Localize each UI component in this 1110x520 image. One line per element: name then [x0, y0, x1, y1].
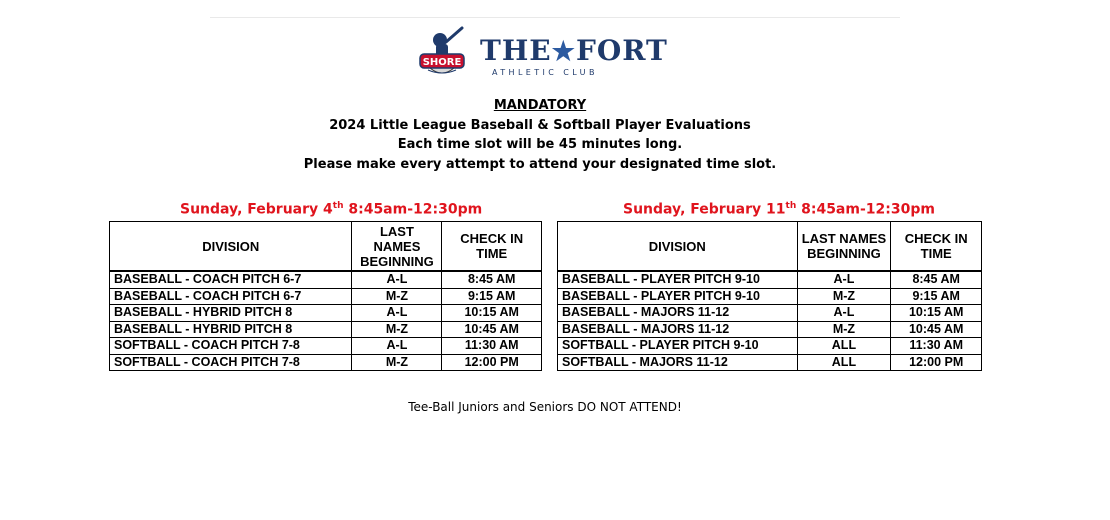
division-cell: BASEBALL - COACH PITCH 6-7 [110, 288, 352, 305]
division-cell: BASEBALL - HYBRID PITCH 8 [110, 305, 352, 322]
table-row [110, 354, 542, 371]
logo [412, 20, 672, 92]
mandatory-label: MANDATORY [493, 98, 587, 113]
session-2-sup: th [785, 201, 797, 211]
heading-line-1: 2024 Little League Baseball & Softball Player Evaluations [329, 117, 751, 133]
session-2-time: 8:45am-12:30pm [796, 201, 935, 218]
table-row [110, 338, 542, 355]
division-cell: BASEBALL - PLAYER PITCH 9-10 [558, 271, 798, 288]
brand-name [480, 34, 668, 67]
header-division: DIVISION [110, 222, 352, 272]
names-cell: A-L [352, 271, 442, 288]
time-cell: 10:45 AM [891, 321, 982, 338]
header-checkin: CHECK IN TIME [442, 222, 542, 272]
division-cell: BASEBALL - PLAYER PITCH 9-10 [558, 288, 798, 305]
schedule-table-2 [557, 221, 982, 371]
names-cell: M-Z [797, 321, 891, 338]
heading-line-2: Each time slot will be 45 minutes long. [397, 137, 683, 152]
table-row [558, 305, 982, 322]
names-cell: M-Z [352, 354, 442, 371]
division-cell: BASEBALL - MAJORS 11-12 [558, 321, 798, 338]
top-divider [210, 17, 900, 18]
badge-text: SHORE [422, 57, 462, 68]
announcement-heading [0, 96, 1080, 174]
session-1-sup: th [332, 201, 344, 211]
table-row [110, 288, 542, 305]
division-cell: BASEBALL - COACH PITCH 6-7 [110, 271, 352, 288]
division-cell: BASEBALL - MAJORS 11-12 [558, 305, 798, 322]
table-row [110, 305, 542, 322]
table-header-row [110, 222, 542, 272]
footer-note: Tee-Ball Juniors and Seniors DO NOT ATTEND! [408, 400, 682, 414]
time-cell: 9:15 AM [891, 288, 982, 305]
table-row [558, 354, 982, 371]
time-cell: 9:15 AM [442, 288, 542, 305]
division-cell: SOFTBALL - COACH PITCH 7-8 [110, 354, 352, 371]
time-cell: 11:30 AM [442, 338, 542, 355]
brand-subtitle: ATHLETIC CLUB [492, 68, 598, 77]
table-row [558, 338, 982, 355]
time-cell: 10:15 AM [442, 305, 542, 322]
names-cell: A-L [797, 305, 891, 322]
time-cell: 11:30 AM [891, 338, 982, 355]
table-row [558, 288, 982, 305]
table-row [110, 321, 542, 338]
time-cell: 10:15 AM [891, 305, 982, 322]
division-cell: SOFTBALL - PLAYER PITCH 9-10 [558, 338, 798, 355]
names-cell: A-L [352, 305, 442, 322]
table-row [558, 271, 982, 288]
names-cell: ALL [797, 354, 891, 371]
names-cell: A-L [352, 338, 442, 355]
session-1-time: 8:45am-12:30pm [343, 201, 483, 218]
header-names: LAST NAMES BEGINNING [352, 222, 442, 272]
names-cell: M-Z [797, 288, 891, 305]
names-cell: M-Z [352, 321, 442, 338]
time-cell: 12:00 PM [442, 354, 542, 371]
time-cell: 12:00 PM [891, 354, 982, 371]
shore-baseball-logo [416, 24, 468, 84]
star-icon: ★ [551, 37, 576, 67]
session-1-title [180, 201, 482, 218]
heading-line-3: Please make every attempt to attend your designated time slot. [303, 156, 777, 172]
header-checkin: CHECK IN TIME [891, 222, 982, 272]
names-cell: M-Z [352, 288, 442, 305]
session-2-day: Sunday, February 11 [623, 201, 786, 218]
header-names: LAST NAMES BEGINNING [797, 222, 891, 272]
names-cell: ALL [797, 338, 891, 355]
session-2-title [623, 201, 935, 218]
brand-right: FORT [575, 34, 668, 67]
session-1-day: Sunday, February 4 [180, 201, 333, 218]
division-cell: SOFTBALL - MAJORS 11-12 [558, 354, 798, 371]
table-row [110, 271, 542, 288]
time-cell: 8:45 AM [442, 271, 542, 288]
schedule-table-1 [109, 221, 542, 371]
table-header-row [558, 222, 982, 272]
division-cell: SOFTBALL - COACH PITCH 7-8 [110, 338, 352, 355]
division-cell: BASEBALL - HYBRID PITCH 8 [110, 321, 352, 338]
names-cell: A-L [797, 271, 891, 288]
time-cell: 8:45 AM [891, 271, 982, 288]
header-division: DIVISION [558, 222, 798, 272]
brand-left: THE [480, 34, 552, 67]
time-cell: 10:45 AM [442, 321, 542, 338]
table-row [558, 321, 982, 338]
